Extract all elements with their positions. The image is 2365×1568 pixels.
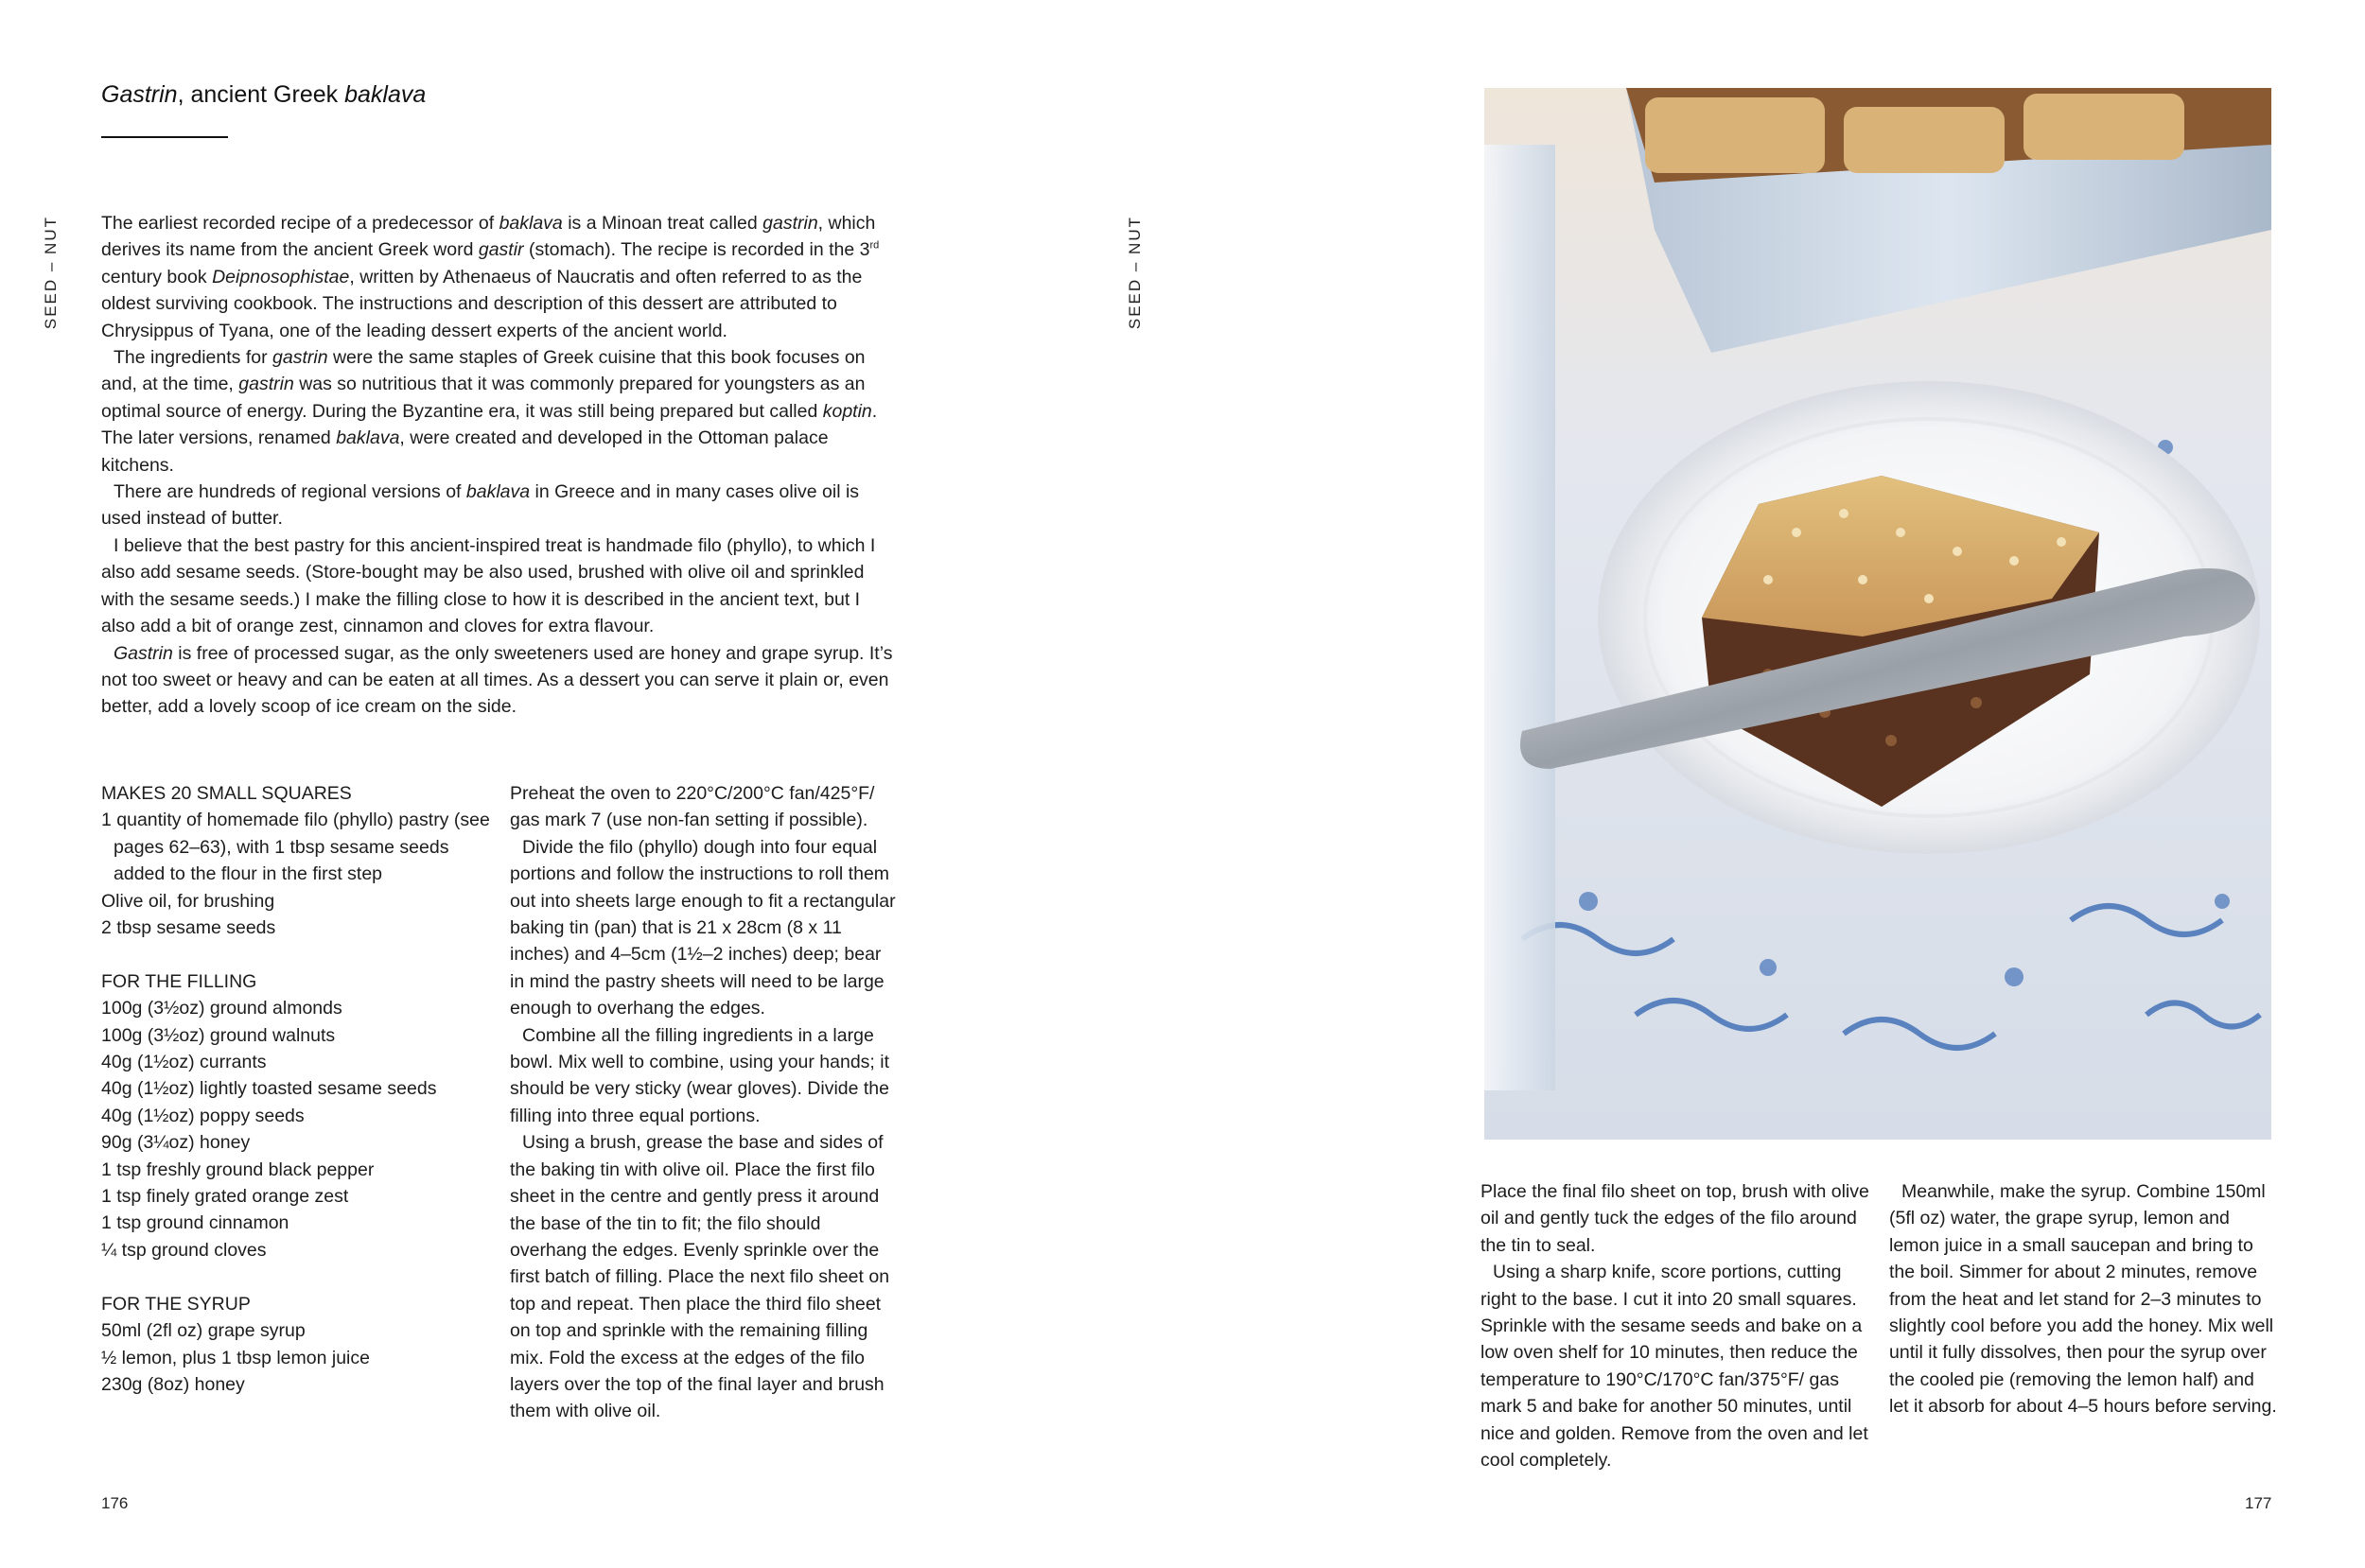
intro-paragraph-5: Gastrin is free of processed sugar, as the only sweeteners used are honey and grape syrup. It’s not too sweet or heavy and can be eaten at all times. As a dessert you can serve it plain or, even better, add a lovely scoop of ice cream on the side. — [101, 642, 893, 718]
method-step: Using a brush, grease the base and sides of the baking tin with olive oil. Place the first filo sheet in the centre and gently press it around the base of the tin to fit; the filo should overhang the edges. Evenly sprinkle over the first batch of filling. Place the next filo sheet on top and repeat. Then place the third filo sheet on top and sprinkle with the remaining filling mix. Fold the excess at the edges of the filo layers over the top of the final layer and brush them with olive oil. — [510, 1132, 890, 1422]
method-step: Using a sharp knife, score portions, cutting right to the base. I cut it into 20 small squares. Sprinkle with the sesame seeds and bake on a low oven shelf for 10 minutes, then reduce the temperature to 190°C/170°C fan/375°F/ gas mark 5 and bake for another 50 minutes, until nice and golden. Remove from the oven and let cool completely. — [1480, 1262, 1868, 1472]
ingredient-item: 90g (3¼oz) honey — [101, 1132, 251, 1154]
filling-ingredients — [101, 968, 499, 1263]
method-column-3 — [1480, 1178, 1878, 1473]
ingredient-item: 40g (1½oz) currants — [101, 1052, 267, 1073]
ingredient-item: 1 tsp freshly ground black pepper — [101, 1159, 375, 1180]
ingredient-item: 40g (1½oz) lightly toasted sesame seeds — [101, 1078, 437, 1100]
ingredient-item: 230g (8oz) honey — [101, 1373, 245, 1395]
page-number: 176 — [101, 1494, 129, 1512]
title-gastrin: Gastrin — [101, 81, 178, 108]
method-column-4 — [1889, 1178, 2277, 1420]
title-rule — [101, 136, 228, 138]
ingredient-item: 1 tsp finely grated orange zest — [101, 1186, 349, 1208]
ingredient-item: ¼ tsp ground cloves — [101, 1239, 267, 1261]
page-number: 177 — [2245, 1494, 2272, 1512]
ingredient-item: 1 tsp ground cinnamon — [101, 1212, 289, 1234]
ingredient-item: 40g (1½oz) poppy seeds — [101, 1105, 305, 1126]
section-label: SEED – NUT — [1126, 216, 1144, 330]
recipe-title — [101, 81, 426, 109]
ingredient-item: 100g (3½oz) ground almonds — [101, 998, 342, 1019]
title-baklava: baklava — [344, 81, 427, 108]
intro-paragraph-4: I believe that the best pastry for this ancient-inspired treat is handmade filo (phyllo), to which I also add sesame seeds. (Store-bought may be also used, brushed with olive oil and sprinkled with the sesame seeds.) I make the filling close to how it is described in the ancient text, but I also add a bit of orange zest, cinnamon and cloves for extra flavour. — [101, 534, 876, 637]
method-column-1 — [510, 780, 898, 1425]
ingredient-item: 2 tbsp sesame seeds — [101, 917, 276, 939]
method-step: Place the final filo sheet on top, brush with olive oil and gently tuck the edges of the filo around the tin to seal. — [1480, 1181, 1869, 1256]
method-step: Combine all the filling ingredients in a large bowl. Mix well to combine, using your hands; it should be very sticky (wear gloves). Divide the filling into three equal portions. — [510, 1024, 890, 1126]
ingredient-item: 100g (3½oz) ground walnuts — [101, 1024, 336, 1046]
ingredient-item: ½ lemon, plus 1 tbsp lemon juice — [101, 1347, 370, 1368]
ingredient-item: 1 quantity of homemade filo (phyllo) pastry (see pages 62–63), with 1 tbsp sesame seeds added to the flour in the first step — [101, 810, 490, 885]
intro-paragraph-2: The ingredients for gastrin were the same staples of Greek cuisine that this book focuses on and, at the time, gastrin was so nutritious that it was commonly prepared for youngsters as an optimal source of energy. During the Byzantine era, it was still being prepared but called koptin. The later versions, renamed baklava, were created and developed in the Ottoman palace kitchens. — [101, 347, 878, 476]
ingredient-item: Olive oil, for brushing — [101, 890, 275, 912]
method-step: Divide the filo (phyllo) dough into four equal portions and follow the instructions to roll them out into sheets large enough to fit a rectangular baking tin (pan) that is 21 x 28cm (8 x 11 inches) and 4–5cm (1½–2 inches) deep; bear in mind the pastry sheets will need to be large enough to overhang the edges. — [510, 836, 896, 1019]
title-middle: , ancient Greek — [177, 81, 345, 108]
method-step: Meanwhile, make the syrup. Combine 150ml (5fl oz) water, the grape syrup, lemon and lemon juice in a small saucepan and bring to the boil. Simmer for about 2 minutes, remove from the heat and let stand for 2–3 minutes to slightly cool before you add the honey. Mix well until it fully dissolves, then pour the syrup over the cooled pie (removing the lemon half) and let it absorb for about 4–5 hours before serving. — [1889, 1181, 2277, 1418]
intro-paragraph-1: The earliest recorded recipe of a predecessor of baklava is a Minoan treat called gastrin, which derives its name from the ancient Greek word gastir (stomach). The recipe is recorded in the 3rd century book Deipnosophistae, written by Athenaeus of Naucratis and often referred to as the oldest surviving cookbook. The instructions and description of this dessert are attributed to Chrysippus of Tyana, one of the leading dessert experts of the ancient world. — [101, 213, 880, 341]
intro-text — [101, 210, 896, 721]
ingredient-item: 50ml (2fl oz) grape syrup — [101, 1320, 306, 1342]
method-step: Preheat the oven to 220°C/200°C fan/425°F/ gas mark 7 (use non-fan setting if possible). — [510, 783, 875, 831]
intro-paragraph-3: There are hundreds of regional versions of baklava in Greece and in many cases olive oil is used instead of butter. — [101, 481, 860, 530]
baklava-photo-illustration — [1484, 88, 2271, 1140]
pastry-ingredients — [101, 780, 499, 941]
section-label: SEED – NUT — [42, 216, 60, 330]
syrup-ingredients — [101, 1291, 499, 1399]
left-page — [0, 0, 1182, 1568]
syrup-heading: FOR THE SYRUP — [101, 1293, 251, 1315]
ingredients-list — [101, 780, 499, 1425]
baklava-photo — [1484, 88, 2271, 1140]
yield-heading: MAKES 20 SMALL SQUARES — [101, 783, 352, 804]
filling-heading: FOR THE FILLING — [101, 970, 257, 992]
